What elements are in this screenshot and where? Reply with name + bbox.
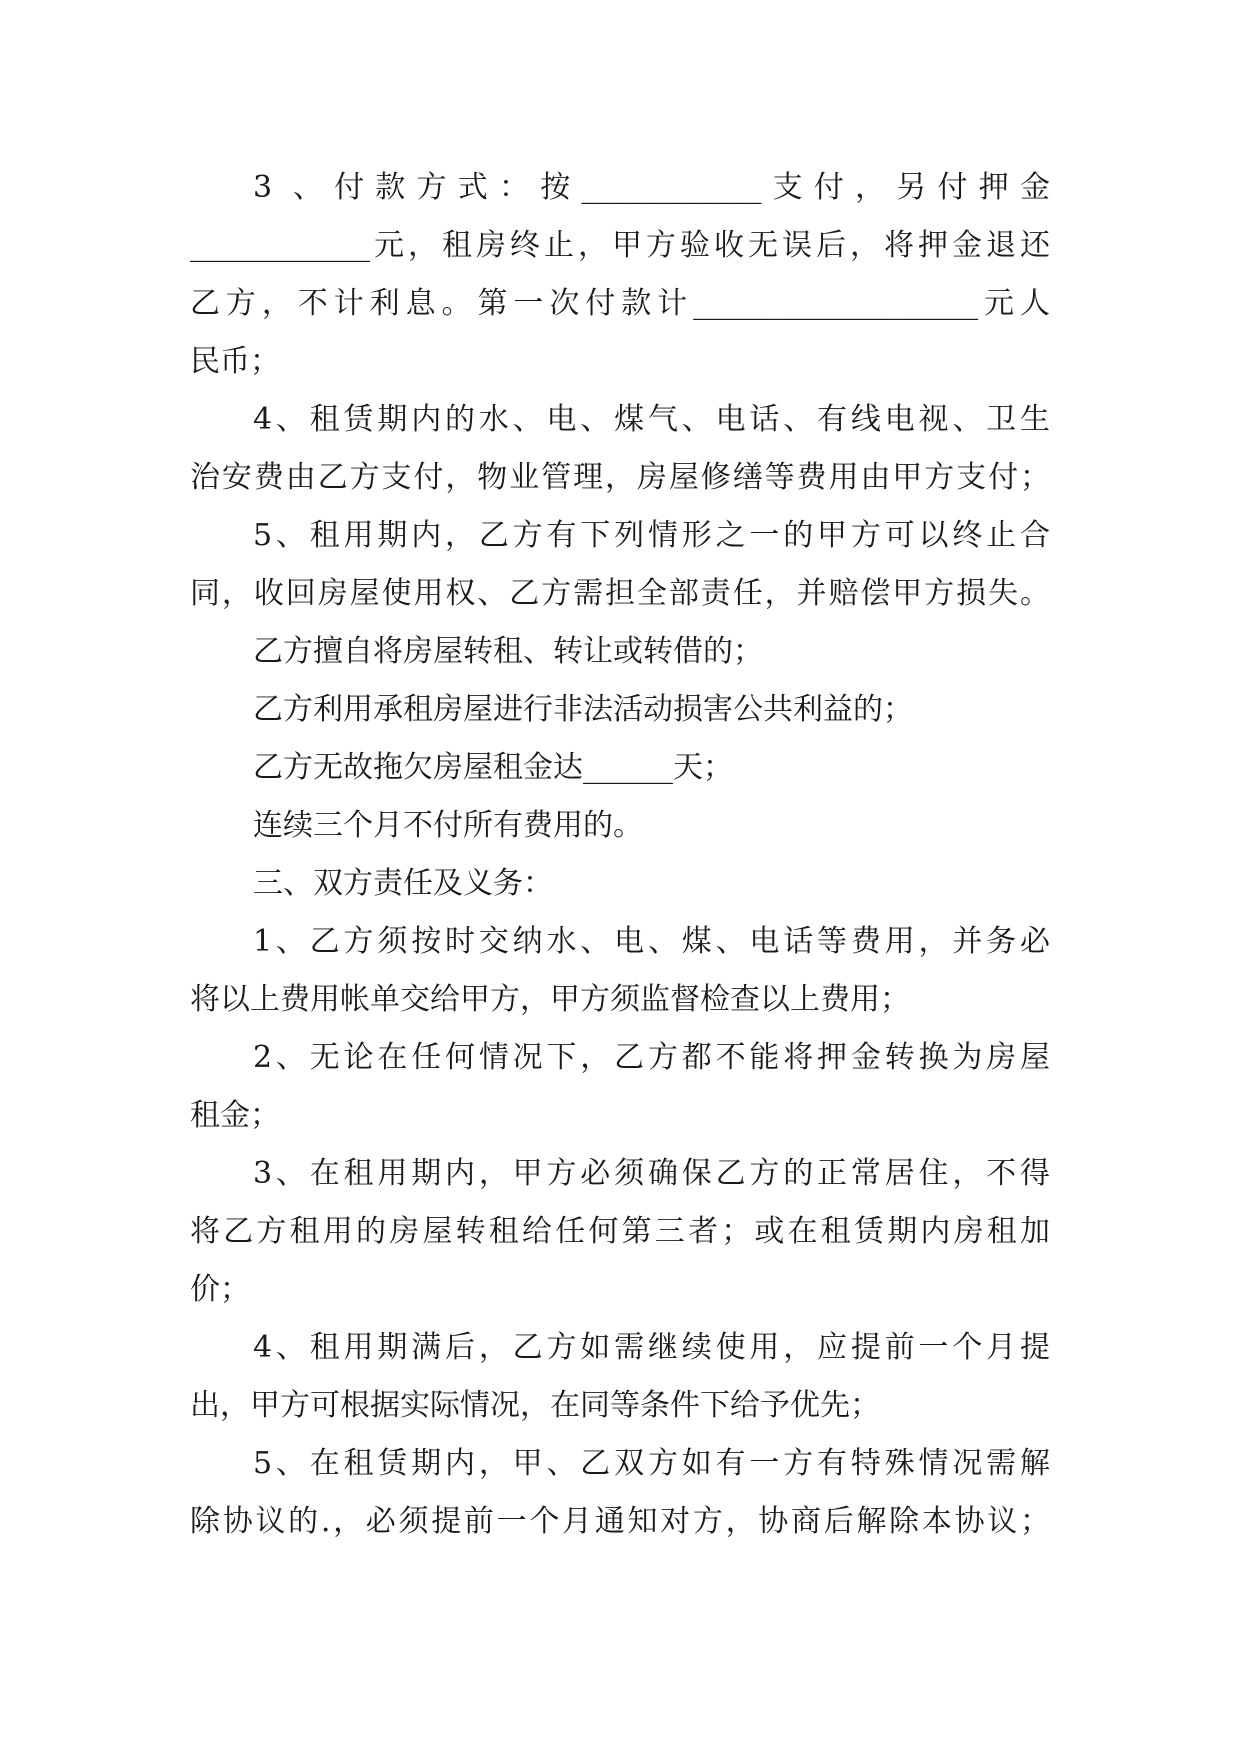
text-line: 乙方无故拖欠房屋租金达______天；: [253, 750, 733, 785]
text-line: 乙方利用承租房屋进行非法活动损害公共利益的；: [253, 692, 913, 727]
text-line: 2、无论在任何情况下，乙方都不能将押金转换为房屋: [253, 1040, 1050, 1075]
text-line: 1、乙方须按时交纳水、电、煤、电话等费用，并务必: [253, 924, 1050, 959]
text-line: 乙方擅自将房屋转租、转让或转借的；: [253, 634, 763, 669]
text-line: 民币；: [190, 344, 280, 379]
text-line: 价；: [190, 1272, 250, 1307]
text-line: 4、租赁期内的水、电、煤气、电话、有线电视、卫生: [253, 402, 1050, 437]
text-line: 3、在租用期内，甲方必须确保乙方的正常居住，不得: [253, 1156, 1050, 1191]
text-line: 将乙方租用的房屋转租给任何第三者；或在租赁期内房租加: [190, 1214, 1050, 1249]
text-line: 租金；: [190, 1098, 280, 1133]
text-line: 连续三个月不付所有费用的。: [253, 808, 643, 843]
text-line: 将以上费用帐单交给甲方，甲方须监督检查以上费用；: [190, 982, 910, 1017]
text-line: 4、租用期满后，乙方如需继续使用，应提前一个月提: [253, 1330, 1050, 1365]
text-line: 三、双方责任及义务：: [253, 866, 553, 901]
text-line: 5、租用期内，乙方有下列情形之一的甲方可以终止合: [253, 518, 1050, 553]
text-line: 乙方，不计利息。第一次付款计___________________元人: [190, 286, 1050, 321]
text-line: ____________元，租房终止，甲方验收无误后，将押金退还: [190, 228, 1050, 263]
text-line: 除协议的.，必须提前一个月通知对方，协商后解除本协议；: [190, 1504, 1050, 1539]
text-line: 3 、付款方式：按____________支付，另付押金: [253, 170, 1050, 205]
text-line: 出，甲方可根据实际情况，在同等条件下给予优先；: [190, 1388, 880, 1423]
text-line: 5、在租赁期内，甲、乙双方如有一方有特殊情况需解: [253, 1446, 1050, 1481]
text-line: 治安费由乙方支付，物业管理，房屋修缮等费用由甲方支付；: [190, 460, 1050, 495]
text-line: 同，收回房屋使用权、乙方需担全部责任，并赔偿甲方损失。: [190, 576, 1050, 611]
